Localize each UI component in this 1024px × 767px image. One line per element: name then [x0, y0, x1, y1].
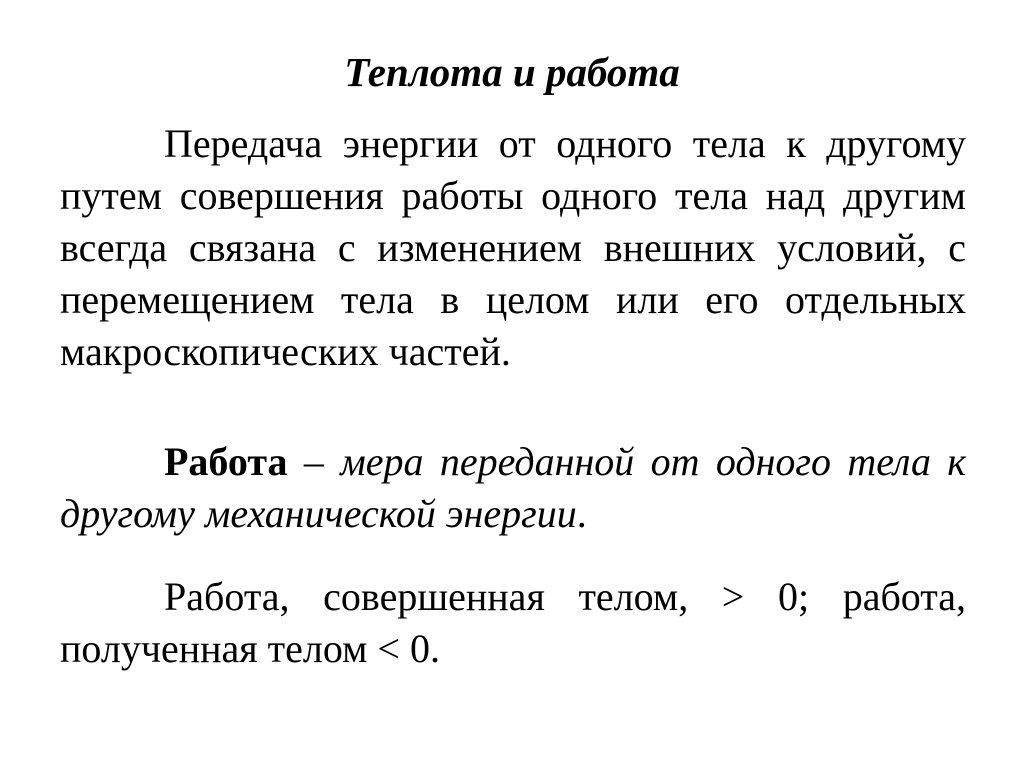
definition-dash: – [287, 439, 341, 484]
work-definition-paragraph [60, 436, 966, 540]
definition-text: мера переданной от одного тела к другому механической энергии [60, 439, 967, 536]
work-sign-paragraph: Работа, совершенная телом, > 0; работа, полученная телом < 0. [60, 574, 966, 671]
energy-transfer-paragraph: Передача энергии от одного тела к другому путем совершения работы одного тела над другим всегда связана с изменением внешних условий, с перемещением тела в целом или его отдельных макроскопических частей. [60, 121, 966, 374]
definition-term: Работа [164, 439, 288, 484]
slide-title: Теплота и работа [344, 49, 680, 95]
definition-end: . [576, 491, 587, 536]
